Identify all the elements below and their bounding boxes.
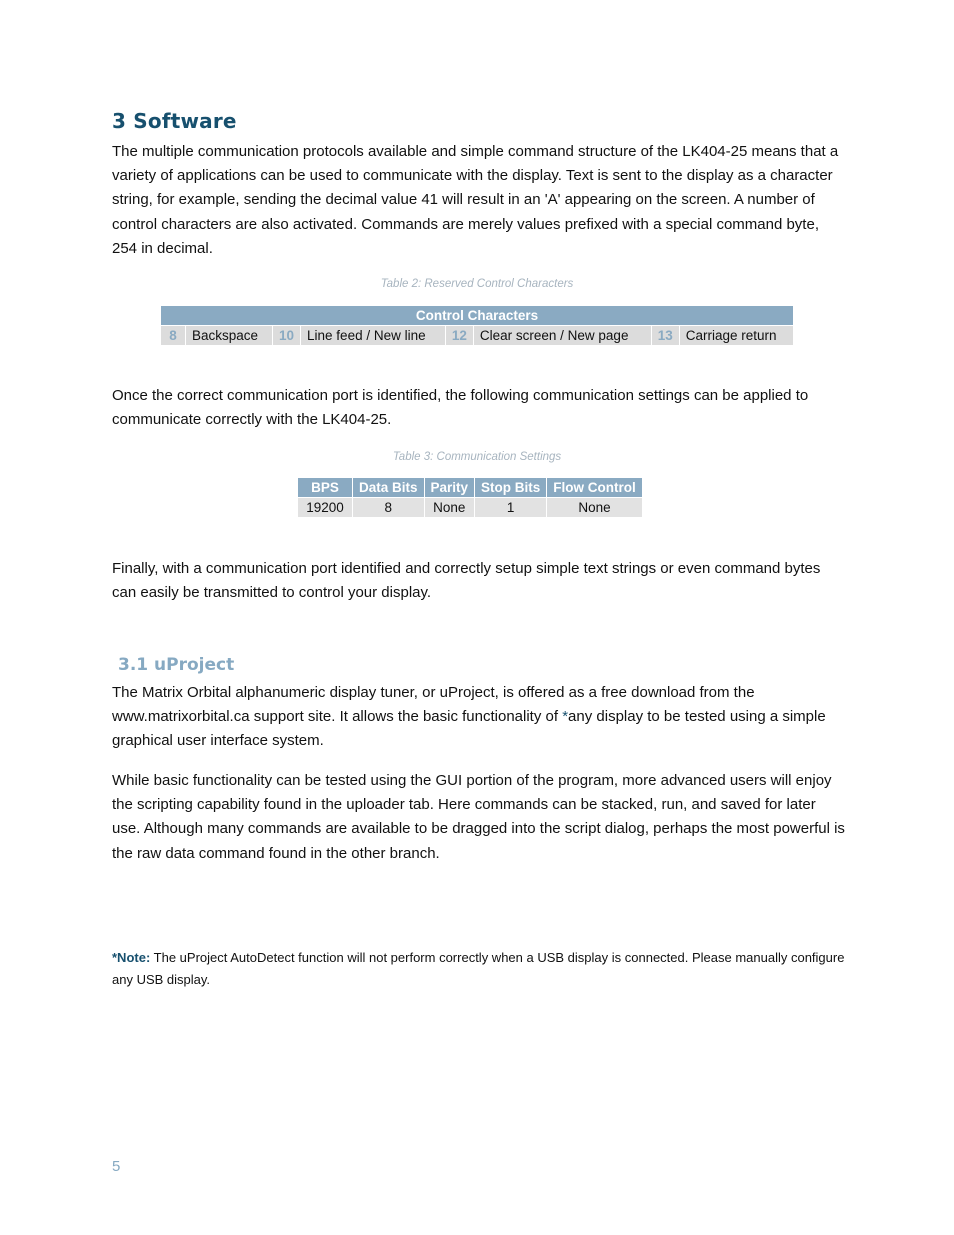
uproject-paragraph — [112, 681, 847, 754]
table-cell: None — [547, 498, 642, 518]
table-header: Parity — [424, 478, 475, 498]
uproject-text: The Matrix Orbital alphanumeric display tuner, or uProject, is offered as a free download from the www.matrixorbital.ca support site. It allows the basic functionality of — [112, 684, 755, 726]
uploader-paragraph: While basic functionality can be tested using the GUI portion of the program, more advanced users will enjoy the scripting capability found in the uploader tab. Here commands can be stacked, run, and saved for later use. Although many commands are available to be dragged into the script dialog, perhaps the most powerful is the raw data command found in the other branch. — [112, 772, 845, 862]
note-label: *Note: — [112, 950, 151, 965]
control-label: Carriage return — [679, 326, 793, 346]
control-characters-table — [160, 305, 794, 346]
table-header: Stop Bits — [475, 478, 547, 498]
table-row — [161, 326, 794, 346]
table-cell: 8 — [353, 498, 425, 518]
note-text: The uProject AutoDetect function will not perform correctly when a USB display is connected. Please manually configure any USB display. — [112, 950, 845, 987]
intro-paragraph: The multiple communication protocols available and simple command structure of the LK404-25 means that a variety of applications can be used to communicate with the display. Text is sent to the display as a character string, for example, sending the decimal value 41 will result in an 'A' appearing on the screen. A number of control characters are also activated. Commands are merely values prefixed with a special command byte, 254 in decimal. — [112, 143, 839, 257]
uproject-text: any display to be tested using a simple graphical user interface system. — [112, 708, 826, 750]
closing-paragraph: Finally, with a communication port identified and correctly setup simple text strings or even command bytes can easily be transmitted to control your display. — [112, 560, 821, 602]
control-label: Backspace — [186, 326, 273, 346]
table-header-row — [161, 306, 794, 326]
page-number: 5 — [112, 1158, 121, 1175]
table-header: Control Characters — [161, 306, 794, 326]
settings-intro-paragraph: Once the correct communication port is identified, the following communication settings can be applied to communicate correctly with the LK404-25. — [112, 387, 809, 429]
table-cell: 1 — [475, 498, 547, 518]
communication-settings-table — [297, 477, 643, 518]
control-code: 12 — [445, 326, 473, 346]
section-title: 3 Software — [112, 109, 237, 133]
control-code: 8 — [161, 326, 186, 346]
control-code: 10 — [273, 326, 301, 346]
table-cell: 19200 — [298, 498, 353, 518]
note-paragraph — [112, 947, 847, 991]
control-code: 13 — [651, 326, 679, 346]
table-header: BPS — [298, 478, 353, 498]
table-row — [298, 498, 643, 518]
table-header: Flow Control — [547, 478, 642, 498]
control-label: Clear screen / New page — [473, 326, 651, 346]
footnote-asterisk: * — [562, 708, 569, 726]
table2-caption: Table 2: Reserved Control Characters — [380, 278, 574, 290]
table-header: Data Bits — [353, 478, 425, 498]
table-header-row — [298, 478, 643, 498]
table3-caption: Table 3: Communication Settings — [392, 451, 562, 463]
subsection-title: 3.1 uProject — [118, 655, 235, 675]
table-cell: None — [424, 498, 475, 518]
control-label: Line feed / New line — [301, 326, 446, 346]
